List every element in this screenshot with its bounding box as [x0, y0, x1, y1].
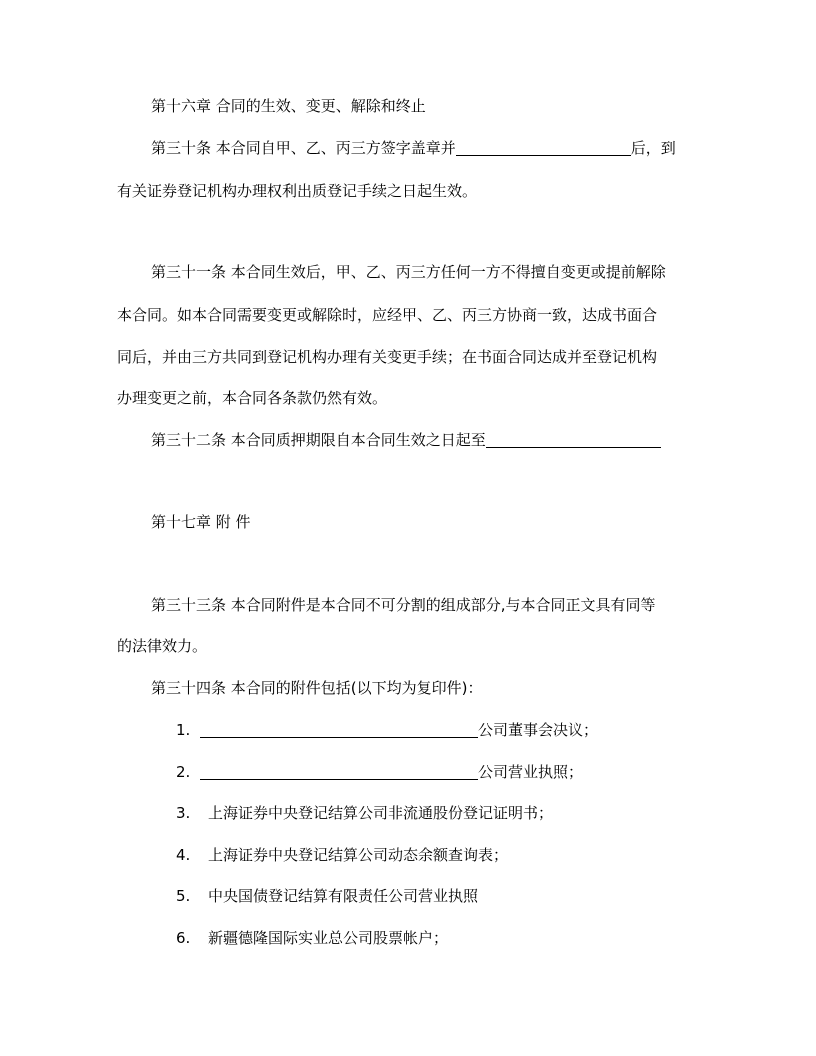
attachment-item-number: 6. [176, 929, 191, 947]
article-31-text: 办理变更之前，本合同各条款仍然有效。 [117, 389, 388, 407]
attachment-item-number: 4. [176, 846, 191, 864]
chapter-16-heading [151, 96, 426, 116]
blank-underline [200, 721, 478, 738]
attachment-item-text: 上海证券中央登记结算公司非流通股份登记证明书； [208, 804, 554, 822]
attachment-item-number: 1. [176, 721, 191, 739]
chapter-17-title: 第十七章 附 件 [151, 513, 251, 531]
attachment-item-1 [176, 720, 598, 740]
article-33-text: 第三十三条 本合同附件是本合同不可分割的组成部分,与本合同正文具有同等 [151, 596, 656, 614]
attachment-item-6 [176, 928, 448, 948]
attachment-item-number: 2. [176, 763, 191, 781]
article-31-line-3 [117, 347, 657, 367]
article-32-line [151, 430, 661, 450]
article-33-text: 的法律效力。 [117, 637, 208, 655]
blank-underline [486, 431, 661, 448]
attachment-item-text: 上海证券中央登记结算公司动态余额查询表； [208, 846, 509, 864]
article-34-intro-text: 第三十四条 本合同的附件包括(以下均为复印件)： [151, 679, 483, 697]
article-30-text-before-blank: 第三十条 本合同自甲、乙、丙三方签字盖章并 [151, 139, 456, 157]
article-34-intro [151, 678, 482, 698]
chapter-16-title: 第十六章 合同的生效、变更、解除和终止 [151, 97, 426, 115]
attachment-item-text: 公司营业执照； [478, 763, 584, 781]
article-30-line-1 [151, 138, 676, 158]
article-31-text: 第三十一条 本合同生效后，甲、乙、丙三方任何一方不得擅自变更或提前解除 [151, 263, 666, 281]
article-31-line-1 [151, 262, 666, 282]
article-31-text: 同后，并由三方共同到登记机构办理有关变更手续；在书面合同达成并至登记机构 [117, 348, 658, 366]
article-33-line-1 [151, 595, 656, 615]
attachment-item-number: 3. [176, 804, 191, 822]
article-33-line-2 [117, 636, 207, 656]
article-31-line-2 [117, 305, 657, 325]
attachment-item-number: 5. [176, 887, 191, 905]
article-30-line-2 [117, 181, 477, 201]
attachment-item-2 [176, 762, 583, 782]
blank-underline [456, 139, 631, 156]
article-31-text: 本合同。如本合同需要变更或解除时，应经甲、乙、丙三方协商一致，达成书面合 [117, 306, 658, 324]
article-31-line-4 [117, 388, 387, 408]
attachment-item-4 [176, 845, 508, 865]
attachment-item-text: 公司董事会决议； [478, 721, 599, 739]
article-32-text: 第三十二条 本合同质押期限自本合同生效之日起至 [151, 431, 486, 449]
blank-underline [200, 763, 478, 780]
attachment-item-text: 中央国债登记结算有限责任公司营业执照 [208, 887, 479, 905]
attachment-item-3 [176, 803, 553, 823]
chapter-17-heading [151, 512, 251, 532]
attachment-item-text: 新疆德隆国际实业总公司股票帐户； [208, 929, 449, 947]
article-30-text: 有关证券登记机构办理权利出质登记手续之日起生效。 [117, 182, 478, 200]
attachment-item-5 [176, 886, 478, 906]
article-30-text-after-blank: 后，到 [630, 139, 676, 157]
